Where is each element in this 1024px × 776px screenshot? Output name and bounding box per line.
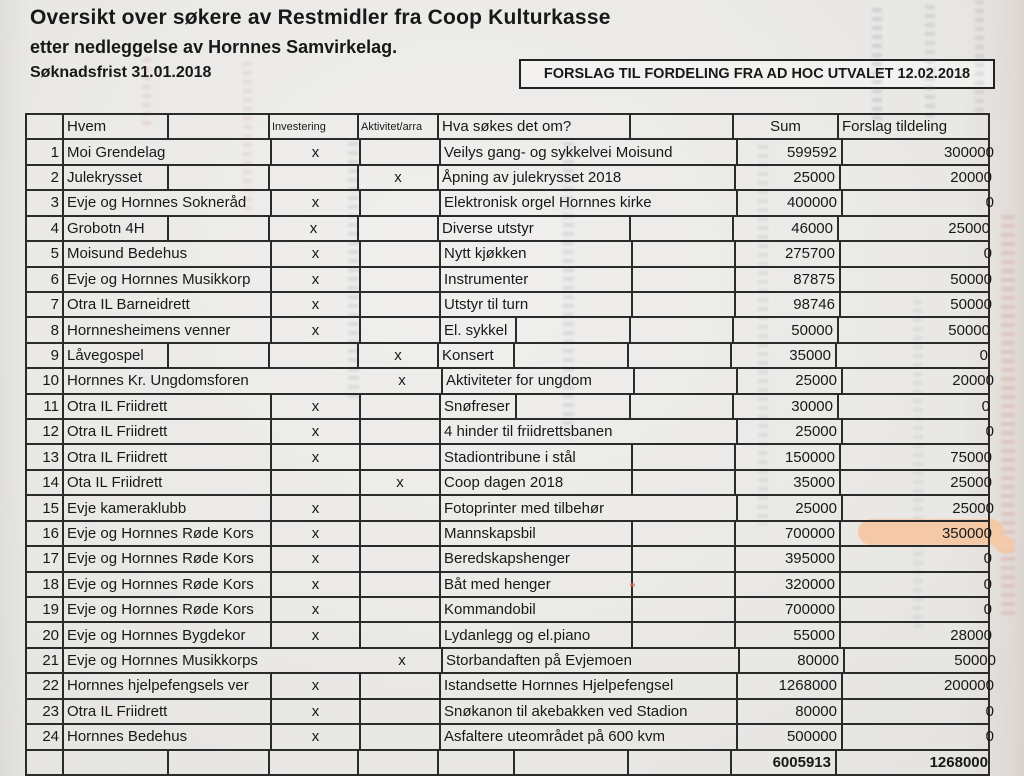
purpose-cell: Veilys gang- og sykkelvei Moisund [441,140,738,163]
purpose-spacer-cell [633,242,736,265]
purpose-cell: Åpning av julekrysset 2018 [439,166,736,189]
purpose-cell: Istandsette Hornnes Hjelpefengsel [441,674,738,697]
table-row [27,395,988,420]
applicant-name-cell: Hornnesheimens venner [64,318,272,341]
purpose-spacer-cell [633,445,736,468]
activity-mark-cell: x [359,166,439,189]
investment-mark-cell: x [272,420,361,443]
activity-mark-cell [361,700,441,723]
investment-mark-cell: x [272,318,361,341]
purpose-cell: Beredskapshenger [441,547,633,570]
applicant-name-cell: Moi Grendelag [64,140,272,163]
purpose-cell: Aktiviteter for ungdom [443,369,635,392]
deadline-text: Søknadsfrist 31.01.2018 [30,64,212,81]
proposal-cell: 0 [983,245,992,263]
applicant-name-cell: Evje og Hornnes Musikkorps [67,652,258,670]
bleedthrough-ghost [872,8,882,120]
row-number-cell: 11 [27,395,64,418]
table-row [27,496,994,521]
purpose-spacer-cell [635,369,738,392]
purpose-spacer-cell [633,598,736,621]
applicant-name-cell: Låvegospel [64,344,169,367]
table-total-row [27,751,988,774]
proposal-cell: 0 [979,347,988,364]
proposal-cell: 20000 [950,169,992,187]
sum-cell: 320000 [736,573,841,596]
sum-cell: 500000 [738,725,843,748]
proposal-cell: 0 [983,601,992,619]
applicant-name-cell: Otra IL Barneidrett [64,293,272,316]
table-row [27,217,988,242]
proposal-cell: 50000 [954,652,996,670]
sum-cell: 25000 [738,420,843,443]
row-number-cell: 8 [27,318,64,341]
investment-mark-cell: x [272,522,361,545]
sum-cell: 98746 [736,293,841,316]
sum-cell: 80000 [740,649,845,672]
activity-mark-cell [361,445,441,468]
purpose-cell: Båt med henger [441,573,633,596]
activity-mark-cell [361,140,441,163]
table-row [27,166,992,191]
sum-cell: 50000 [734,318,839,341]
table-row [27,140,994,165]
activity-mark-cell [361,242,441,265]
purpose-cell: Stadiontribune i stål [441,445,633,468]
proposal-cell: 350000 [941,524,992,542]
sum-cell: 35000 [736,471,841,494]
sum-cell: 87875 [736,268,841,291]
proposal-cell: 20000 [952,372,994,390]
purpose-spacer-cell [629,344,732,367]
col-header-spacer [169,115,270,138]
purpose-cell: Elektronisk orgel Hornnes kirke [441,191,738,214]
applicant-name-cell: Evje og Hornnes Sokneråd [64,191,272,214]
activity-mark-cell [359,217,439,240]
applicant-name-cell: Evje og Hornnes Røde Kors [64,598,272,621]
row-number-cell: 10 [27,369,64,392]
table-row [27,369,994,394]
bleedthrough-ghost [975,0,984,115]
table-row [27,445,992,470]
investment-mark-cell: x [272,547,361,570]
bleedthrough-ghost [925,5,935,117]
purpose-spacer-cell [633,573,736,596]
applicant-name-cell: Hornnes hjelpefengsels ver [64,674,272,697]
investment-mark-cell: x [272,674,361,697]
col-header-forslag: Forslag tildeling [842,118,948,136]
proposal-cell: 0 [983,575,992,593]
row-number-cell: 13 [27,445,64,468]
applicant-name-cell: Evje og Hornnes Røde Kors [64,547,272,570]
proposal-cell: 0 [985,194,994,212]
proposal-cell: 25000 [948,219,990,237]
total-spacer-cell [270,751,359,774]
table-row [27,725,994,750]
bleedthrough-ghost [1001,215,1015,615]
applicant-name-cell: Hornnes Kr. Ungdomsforen [67,372,249,390]
table-row [27,573,992,598]
table-row [27,649,996,674]
row-number-cell: 17 [27,547,64,570]
investment-mark-cell: x [272,725,361,748]
col-header-spacer [631,115,734,138]
row-number-cell: 21 [27,649,64,672]
activity-mark-cell [361,395,441,418]
table-row [27,598,992,623]
proposal-cell: 50000 [950,296,992,314]
proposal-cell: 0 [983,550,992,568]
activity-mark-cell: x [361,471,441,494]
corner-cell [27,115,64,138]
investment-mark-cell: x [272,445,361,468]
applicant-name-cell: Grobotn 4H [64,217,169,240]
sum-cell: 599592 [738,140,843,163]
activity-mark-cell [361,496,441,519]
sum-cell: 700000 [736,522,841,545]
total-spacer-cell [515,751,629,774]
applicant-name-cell: Evje og Hornnes Bygdekor [64,623,272,646]
row-number-cell: 4 [27,217,64,240]
proposal-cell: 200000 [943,677,994,695]
table-row [27,700,994,725]
sum-cell: 1268000 [738,674,843,697]
investment-mark-cell: x [272,700,361,723]
investment-mark-cell: x [272,268,361,291]
purpose-cell: Mannskapsbil [441,522,633,545]
proposal-cell: 50000 [950,270,992,288]
purpose-spacer-cell [633,547,736,570]
activity-mark-cell [361,522,441,545]
purpose-cell: Snøkanon til akebakken ved Stadion [441,700,738,723]
activity-mark-cell: x [359,344,439,367]
red-ink-dot [630,583,635,587]
investment-mark-cell: x [270,217,359,240]
applicant-name-cell: Otra IL Friidrett [64,395,272,418]
total-spacer-cell [27,751,64,774]
col-header-aktivitet: Aktivitet/arra [359,115,439,138]
sum-cell: 275700 [736,242,841,265]
sum-cell: 150000 [736,445,841,468]
investment-mark-cell: x [272,623,361,646]
total-proposal-cell: 1268000 [929,753,988,771]
investment-mark-cell: x [272,242,361,265]
row-number-cell: 6 [27,268,64,291]
applicant-name-cell: Otra IL Friidrett [64,420,272,443]
applicant-name-cell: Ota IL Friidrett [64,471,272,494]
investment-mark-cell: x [272,598,361,621]
proposal-cell: 0 [985,728,994,746]
table-header-row [27,115,988,140]
proposal-cell: 75000 [950,448,992,466]
purpose-cell: Instrumenter [441,268,633,291]
total-spacer-cell [359,751,439,774]
activity-mark-cell [361,623,441,646]
purpose-cell: Diverse utstyr [439,217,631,240]
table-row [27,268,992,293]
row-number-cell: 3 [27,191,64,214]
row-number-cell: 22 [27,674,64,697]
purpose-spacer-cell [515,344,629,367]
sum-cell: 30000 [734,395,839,418]
row-number-cell: 1 [27,140,64,163]
purpose-spacer-cell [633,623,736,646]
purpose-cell: Snøfreser [441,395,517,418]
table-row [27,674,994,699]
row-number-cell: 5 [27,242,64,265]
total-spacer-cell [439,751,515,774]
investment-mark-cell: x [272,293,361,316]
purpose-cell: Kommandobil [441,598,633,621]
row-number-cell: 15 [27,496,64,519]
proposal-box: FORSLAG TIL FORDELING FRA AD HOC UTVALET 12.02.2018 [519,59,995,89]
col-header-hva: Hva søkes det om? [439,115,631,138]
sum-cell: 25000 [738,496,843,519]
sum-cell: 55000 [736,623,841,646]
page-subtitle: etter nedleggelse av Hornnes Samvirkelag. [30,37,398,57]
row-number-cell: 20 [27,623,64,646]
activity-mark-cell [361,547,441,570]
applicant-name-cell: Otra IL Friidrett [64,445,272,468]
investment-mark-cell: x [272,191,361,214]
applicant-name-cell: Evje og Hornnes Røde Kors [64,573,272,596]
col-header-hvem: Hvem [64,115,169,138]
col-header-investering: Investering [270,115,359,138]
purpose-spacer-cell [517,318,631,341]
row-number-cell: 7 [27,293,64,316]
total-sum-cell: 6005913 [732,751,837,774]
purpose-spacer-cell [633,268,736,291]
sum-cell: 80000 [738,700,843,723]
purpose-cell: Fotoprinter med tilbehør [441,496,738,519]
sum-cell: 395000 [736,547,841,570]
proposal-cell: 0 [981,397,990,415]
purpose-spacer-cell [633,293,736,316]
investment-mark-cell: x [272,395,361,418]
applicant-name-cell: Julekrysset [64,166,169,189]
purpose-spacer-cell [631,217,734,240]
proposal-cell: 0 [985,423,994,441]
sum-cell: 400000 [738,191,843,214]
sum-cell: 35000 [732,344,837,367]
table-row [27,191,994,216]
row-number-cell: 2 [27,166,64,189]
row-number-cell: 16 [27,522,64,545]
investment-mark-cell [270,344,359,367]
applicant-name-cell: Evje kameraklubb [64,496,272,519]
purpose-spacer-cell [517,395,631,418]
col-header-sum: Sum [734,115,839,138]
row-number-cell: 18 [27,573,64,596]
purpose-spacer-cell [631,395,734,418]
proposal-cell: 25000 [952,499,994,517]
purpose-cell: Asfaltere uteområdet på 600 kvm [441,725,738,748]
proposal-cell: 28000 [950,626,992,644]
applicant-name-cell: Evje og Hornnes Musikkorp [64,268,272,291]
proposal-cell: 25000 [950,474,992,492]
activity-mark-cell [361,674,441,697]
row-number-cell: 9 [27,344,64,367]
table-row [27,471,992,496]
purpose-cell: Utstyr til turn [441,293,633,316]
applicant-name-cell: Moisund Bedehus [64,242,272,265]
table-row [27,242,992,267]
investment-mark-cell: x [272,140,361,163]
table-row [27,522,992,547]
purpose-cell: El. sykkel [441,318,517,341]
activity-mark-cell [361,725,441,748]
purpose-cell: Storbandaften på Evjemoen [443,649,740,672]
purpose-cell: Coop dagen 2018 [441,471,633,494]
table-row [27,420,994,445]
table-row [27,318,988,343]
row-number-cell: 24 [27,725,64,748]
row-number-cell: 23 [27,700,64,723]
proposal-cell: 50000 [948,321,990,339]
row-number-cell: 12 [27,420,64,443]
proposal-cell: 300000 [943,143,994,161]
applicants-table [25,113,996,776]
activity-mark-cell [361,318,441,341]
activity-mark-cell [361,420,441,443]
activity-mark-cell [361,598,441,621]
page-title: Oversikt over søkere av Restmidler fra Coop Kulturkasse [30,6,611,29]
investment-mark-cell [270,166,359,189]
applicant-name-cell: Evje og Hornnes Røde Kors [64,522,272,545]
total-spacer-cell [629,751,732,774]
row-number-cell: 14 [27,471,64,494]
row-number-cell: 19 [27,598,64,621]
activity-mark-cell [361,191,441,214]
sum-cell: 25000 [738,369,843,392]
table-row [27,344,988,369]
sum-cell: 25000 [736,166,841,189]
name-spacer-cell [169,217,270,240]
activity-mark-cell: x [363,369,443,392]
activity-mark-cell: x [363,649,443,672]
table-row [27,547,992,572]
total-spacer-cell [64,751,169,774]
purpose-cell: Lydanlegg og el.piano [441,623,633,646]
activity-mark-cell [361,268,441,291]
table-row [27,293,992,318]
proposal-cell: 0 [985,702,994,720]
purpose-cell: 4 hinder til friidrettsbanen [441,420,738,443]
applicant-name-cell: Otra IL Friidrett [64,700,272,723]
purpose-spacer-cell [633,471,736,494]
investment-mark-cell: x [272,496,361,519]
activity-mark-cell [361,293,441,316]
purpose-cell: Nytt kjøkken [441,242,633,265]
sum-cell: 700000 [736,598,841,621]
investment-mark-cell [272,471,361,494]
purpose-spacer-cell [633,522,736,545]
purpose-spacer-cell [631,318,734,341]
sum-cell: 46000 [734,217,839,240]
name-spacer-cell [169,344,270,367]
total-spacer-cell [169,751,270,774]
investment-mark-cell: x [272,573,361,596]
activity-mark-cell [361,573,441,596]
name-spacer-cell [169,166,270,189]
applicant-name-cell: Hornnes Bedehus [64,725,272,748]
table-row [27,623,992,648]
purpose-cell: Konsert [439,344,515,367]
